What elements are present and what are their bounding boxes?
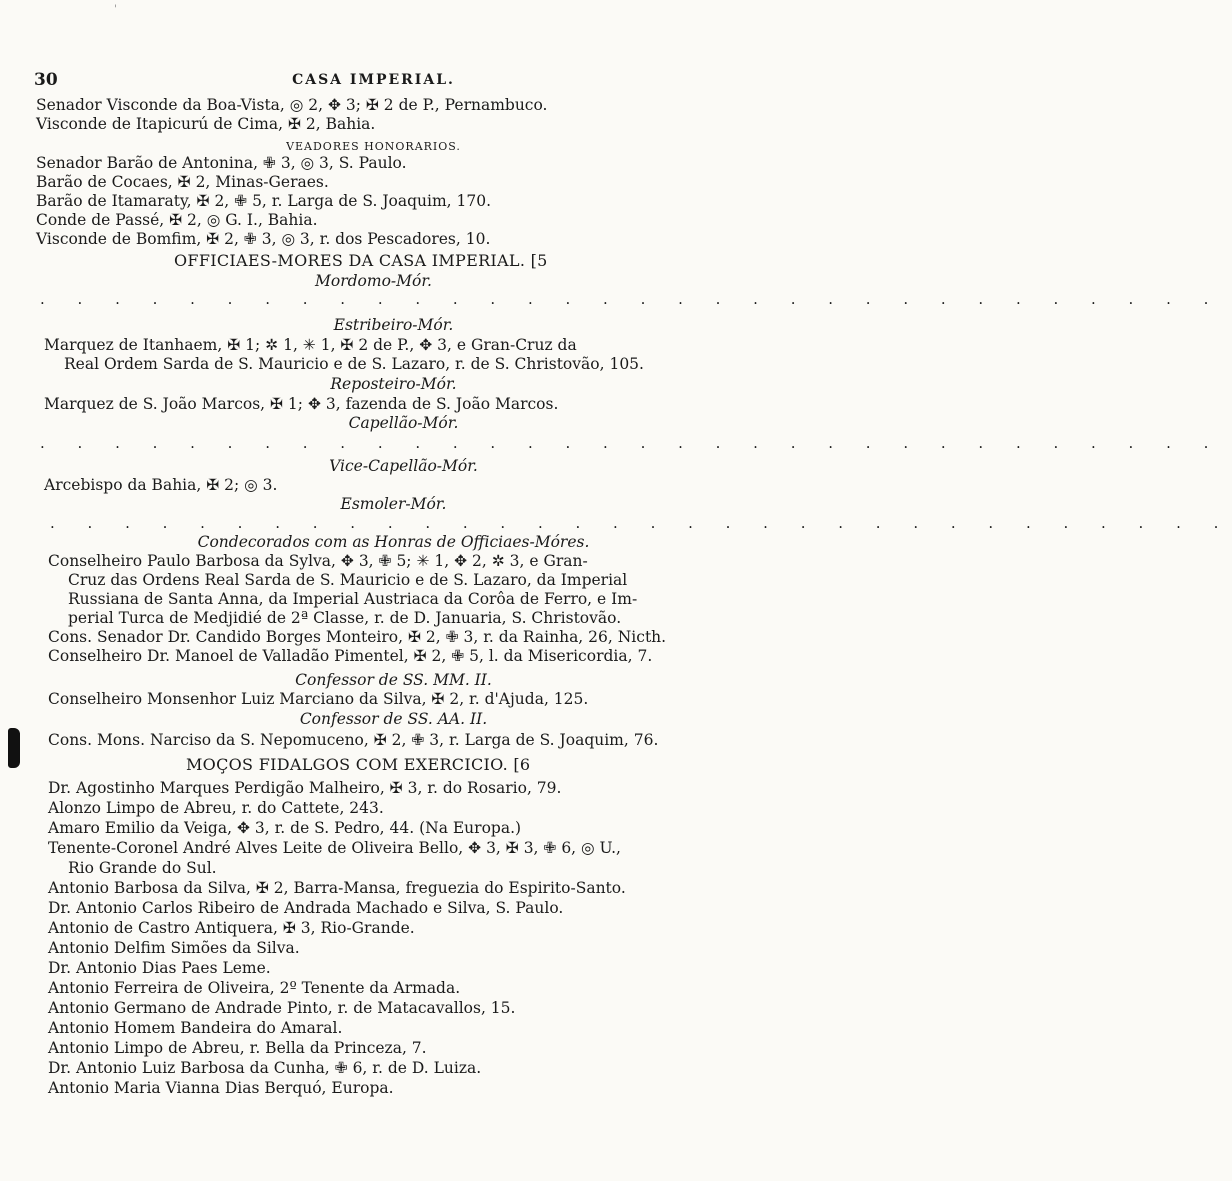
entry-line: Antonio Germano de Andrade Pinto, r. de Matacavallos, 15. xyxy=(48,999,516,1017)
entry-line: Antonio Limpo de Abreu, r. Bella da Princeza, 7. xyxy=(48,1039,427,1057)
entry-line: Dr. Antonio Luiz Barbosa da Cunha, ✙ 6, r. de D. Luiza. xyxy=(48,1059,482,1077)
page-number: 30 xyxy=(34,70,58,90)
dot-leader: . . . . . . . . . . . . . . . . . . . . . . . . . . . . . . . . xyxy=(40,434,1223,452)
office-title: Condecorados com as Honras de Officiaes-Móres. xyxy=(197,533,590,551)
office-title: Estribeiro-Mór. xyxy=(333,316,454,334)
entry-line: Real Ordem Sarda de S. Mauricio e de S. Lazaro, r. de S. Christovão, 105. xyxy=(64,355,644,373)
office-title: Esmoler-Mór. xyxy=(340,495,447,513)
entry-line: Amaro Emilio da Veiga, ✥ 3, r. de S. Pedro, 44. (Na Europa.) xyxy=(48,819,522,837)
section-subheading: VEADORES HONORARIOS. xyxy=(286,140,461,153)
running-title: CASA IMPERIAL. xyxy=(292,72,455,88)
entry-line: perial Turca de Medjidié de 2ª Classe, r. de D. Januaria, S. Christovão. xyxy=(68,609,622,627)
entry-line: Arcebispo da Bahia, ✠ 2; ◎ 3. xyxy=(44,476,278,494)
section-heading: MOÇOS FIDALGOS COM EXERCICIO. [6 xyxy=(186,755,531,774)
dot-leader: . . . . . . . . . . . . . . . . . . . . . . . . . . . . . . . . xyxy=(50,514,1232,532)
entry-line: Senador Visconde da Boa-Vista, ◎ 2, ✥ 3; ✠ 2 de P., Pernambuco. xyxy=(36,96,548,114)
office-title: Reposteiro-Mór. xyxy=(330,375,457,393)
entry-line: Antonio Ferreira de Oliveira, 2º Tenente da Armada. xyxy=(48,979,461,997)
entry-line: Antonio de Castro Antiquera, ✠ 3, Rio-Grande. xyxy=(48,919,415,937)
office-title: Confessor de SS. AA. II. xyxy=(299,710,488,728)
entry-line: Senador Barão de Antonina, ✙ 3, ◎ 3, S. Paulo. xyxy=(36,154,407,172)
entry-line: Antonio Maria Vianna Dias Berquó, Europa. xyxy=(48,1079,394,1097)
dot-leader: . . . . . . . . . . . . . . . . . . . . . . . . . . . . . . . . xyxy=(40,290,1223,308)
entry-line: Cons. Mons. Narciso da S. Nepomuceno, ✠ 2, ✙ 3, r. Larga de S. Joaquim, 76. xyxy=(48,731,659,749)
entry-line: Antonio Homem Bandeira do Amaral. xyxy=(48,1019,343,1037)
entry-line: Conselheiro Monsenhor Luiz Marciano da Silva, ✠ 2, r. d'Ajuda, 125. xyxy=(48,690,589,708)
entry-line: Dr. Agostinho Marques Perdigão Malheiro, ✠ 3, r. do Rosario, 79. xyxy=(48,779,562,797)
entry-line: Conselheiro Dr. Manoel de Valladão Pimentel, ✠ 2, ✙ 5, l. da Misericordia, 7. xyxy=(48,647,653,665)
entry-line: Tenente-Coronel André Alves Leite de Oliveira Bello, ✥ 3, ✠ 3, ✙ 6, ◎ U., xyxy=(48,839,621,857)
office-title: Mordomo-Mór. xyxy=(315,272,432,290)
entry-line: Marquez de Itanhaem, ✠ 1; ✲ 1, ✳ 1, ✠ 2 de P., ✥ 3, e Gran-Cruz da xyxy=(44,336,577,354)
office-title: Vice-Capellão-Mór. xyxy=(329,457,478,475)
entry-line: Barão de Itamaraty, ✠ 2, ✙ 5, r. Larga de S. Joaquim, 170. xyxy=(36,192,492,210)
office-title: Capellão-Mór. xyxy=(348,414,459,432)
entry-line: Barão de Cocaes, ✠ 2, Minas-Geraes. xyxy=(36,173,329,191)
entry-line: Marquez de S. João Marcos, ✠ 1; ✥ 3, fazenda de S. João Marcos. xyxy=(44,395,559,413)
entry-line: Cruz das Ordens Real Sarda de S. Mauricio e de S. Lazaro, da Imperial xyxy=(68,571,628,589)
stray-mark: ' xyxy=(114,4,117,15)
entry-line: Antonio Barbosa da Silva, ✠ 2, Barra-Mansa, freguezia do Espirito-Santo. xyxy=(48,879,626,897)
entry-line: Rio Grande do Sul. xyxy=(68,859,217,877)
entry-line: Cons. Senador Dr. Candido Borges Monteiro, ✠ 2, ✙ 3, r. da Rainha, 26, Nicth. xyxy=(48,628,667,646)
entry-line: Dr. Antonio Carlos Ribeiro de Andrada Machado e Silva, S. Paulo. xyxy=(48,899,564,917)
entry-line: Alonzo Limpo de Abreu, r. do Cattete, 243. xyxy=(48,799,384,817)
ink-blot xyxy=(8,728,20,768)
entry-line: Dr. Antonio Dias Paes Leme. xyxy=(48,959,271,977)
entry-line: Antonio Delfim Simões da Silva. xyxy=(48,939,300,957)
entry-line: Russiana de Santa Anna, da Imperial Austriaca da Corôa de Ferro, e Im- xyxy=(68,590,638,608)
entry-line: Visconde de Bomfim, ✠ 2, ✙ 3, ◎ 3, r. dos Pescadores, 10. xyxy=(36,230,491,248)
office-title: Confessor de SS. MM. II. xyxy=(295,671,492,689)
section-heading: OFFICIAES-MORES DA CASA IMPERIAL. [5 xyxy=(174,251,548,270)
entry-line: Visconde de Itapicurú de Cima, ✠ 2, Bahia. xyxy=(36,115,376,133)
entry-line: Conselheiro Paulo Barbosa da Sylva, ✥ 3, ✙ 5; ✳ 1, ✥ 2, ✲ 3, e Gran- xyxy=(48,552,588,570)
entry-line: Conde de Passé, ✠ 2, ◎ G. I., Bahia. xyxy=(36,211,318,229)
